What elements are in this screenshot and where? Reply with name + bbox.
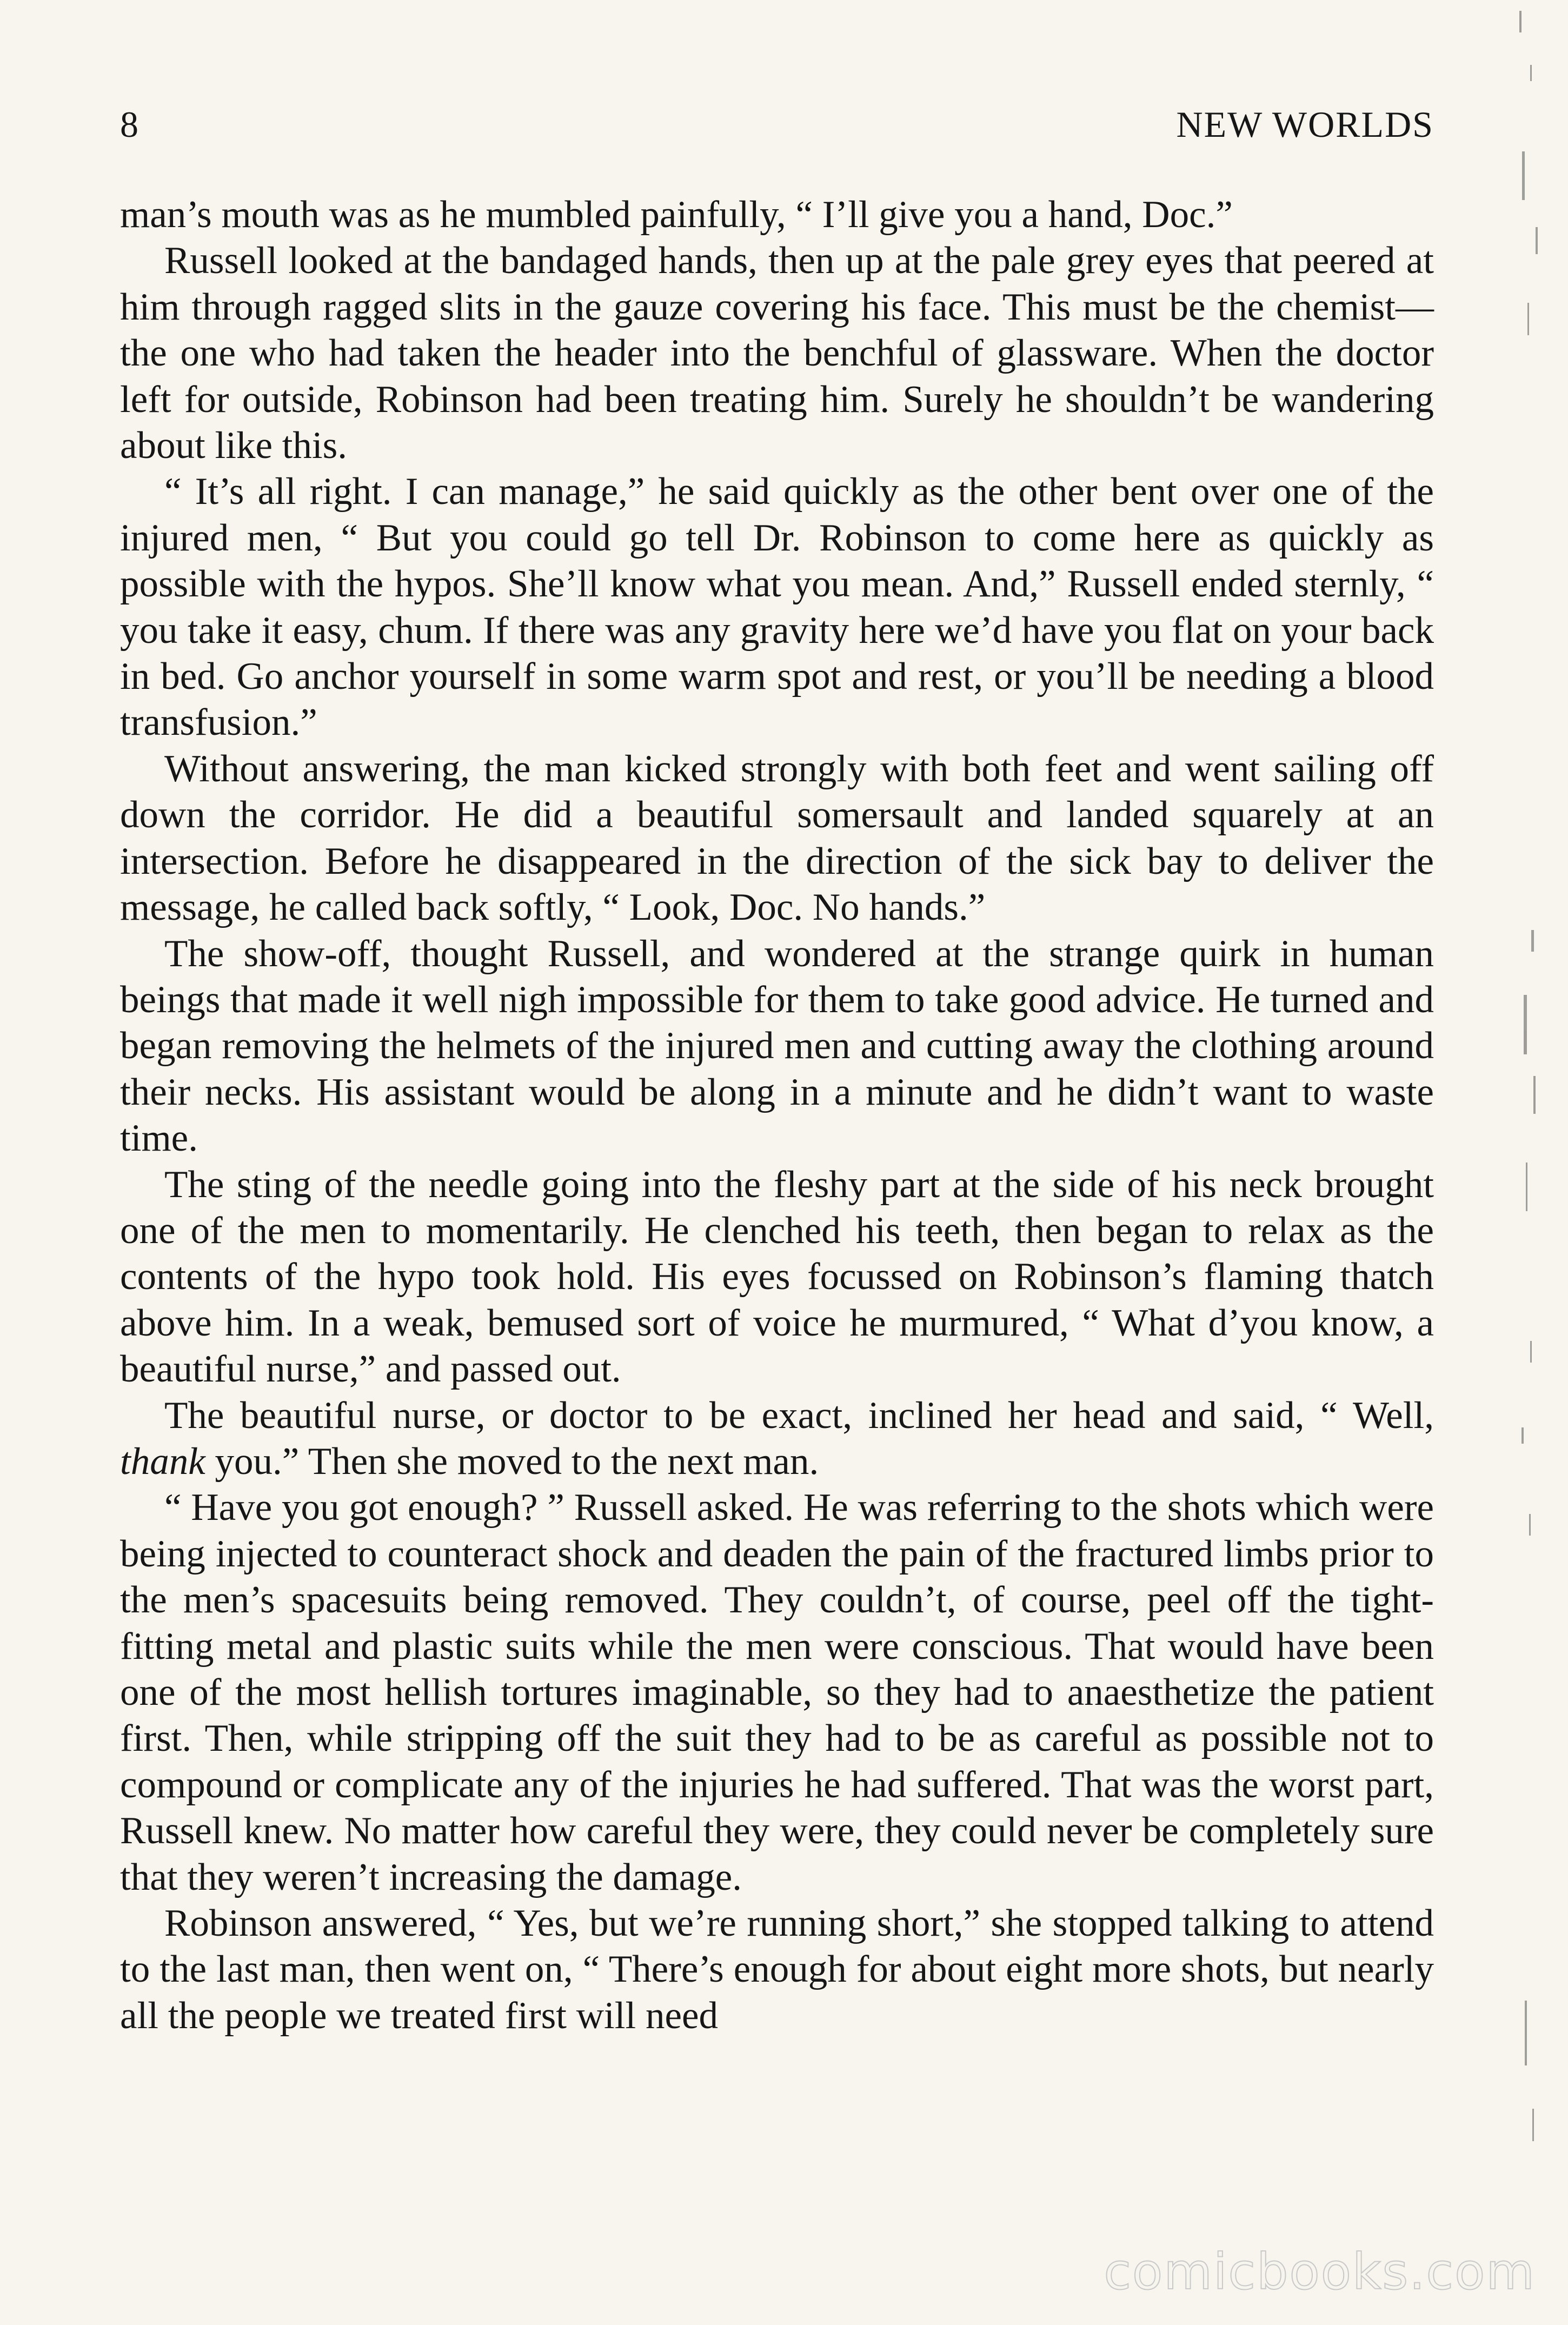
journal-title: NEW WORLDS <box>1176 104 1434 145</box>
paragraph: Russell looked at the bandaged hands, then up at the pale grey eyes that peered at him through ragged slits in the gauze covering his face. This must be the chemist—the one who had taken the header into the benchful of glassware. When the doctor left for outside, Robinson had been treating him. Surely he shouldn’t be wandering about like this. <box>120 240 1434 467</box>
body-text <box>120 192 1434 2039</box>
paragraph: Without answering, the man kicked strongly with both feet and went sailing off down the corridor. He did a beautiful somersault and landed squarely at an intersection. Before he disappeared in the direction of the sick bay to deliver the message, he called back softly, “ Look, Doc. No hands.” <box>120 747 1434 929</box>
paragraph <box>120 1393 1434 1485</box>
page-number: 8 <box>120 104 138 145</box>
paragraph: Robinson answered, “ Yes, but we’re running short,” she stopped talking to attend to the last man, then went on, “ There’s enough for about eight more shots, but nearly all the people we treated first will need <box>120 1902 1434 2037</box>
paragraph-text: The beautiful nurse, or doctor to be exact, inclined her head and said, “ Well, <box>164 1394 1434 1437</box>
paragraph: “ It’s all right. I can manage,” he said quickly as the other bent over one of the injured men, “ But you could go tell Dr. Robinson to come here as quickly as possible with the hypos. She’ll know what you mean. And,” Russell ended sternly, “ you take it easy, chum. If there was any gravity here we’d have you flat on your back in bed. Go anchor yourself in some warm spot and rest, or you’ll be needing a blood transfusion.” <box>120 470 1434 744</box>
paragraph: man’s mouth was as he mumbled painfully, “ I’ll give you a hand, Doc.” <box>120 194 1233 236</box>
paragraph: The sting of the needle going into the fleshy part at the side of his neck brought one of the men to momentarily. He clenched his teeth, then began to relax as the contents of the hypo took hold. His eyes focussed on Robinson’s flaming thatch above him. In a weak, bemused sort of voice he murmured, “ What d’you know, a beautiful nurse,” and passed out. <box>120 1163 1434 1391</box>
paragraph-text: you.” Then she moved to the next man. <box>205 1440 819 1483</box>
running-head <box>120 100 1434 149</box>
emphasis-text: thank <box>120 1440 205 1483</box>
paragraph: The show-off, thought Russell, and wondered at the strange quirk in human beings that made it well nigh impossible for them to take good advice. He turned and began removing the helmets of the injured men and cutting away the clothing around their necks. His assistant would be along in a minute and he didn’t want to waste time. <box>120 932 1434 1160</box>
watermark: comicbooks.com <box>1104 2243 1536 2301</box>
margin-specks <box>1498 0 1568 2325</box>
paragraph: “ Have you got enough? ” Russell asked. He was referring to the shots which were being injected to counteract shock and deaden the pain of the fractured limbs prior to the men’s spacesuits being removed. They couldn’t, of course, peel off the tight-fitting metal and plastic suits while the men were conscious. That would have been one of the most hellish tortures imaginable, so they had to anaesthetize the patient first. Then, while stripping off the suit they had to be as careful as possible not to compound or complicate any of the injuries he had suffered. That was the worst part, Russell knew. No matter how careful they were, they could never be completely sure that they weren’t increasing the damage. <box>120 1486 1434 1898</box>
